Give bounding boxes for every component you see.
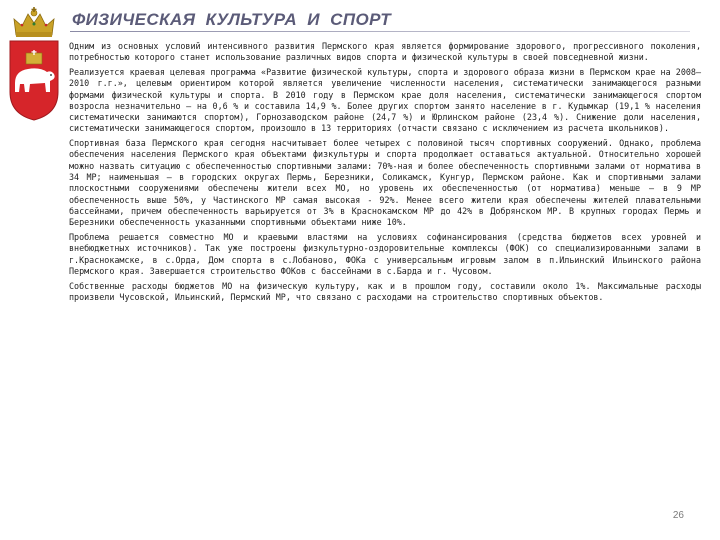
paragraph: Проблема решается совместно МО и краевыми властями на условиях софинансирования (средства бюджетов всех уровней и внебюджетных источников). Так уже построены физкультурно-оздоровительные комплексы (ФОК) со специализированными залами в г.Краснокамске, в с.Орда, Дом спорта в с.Лобаново, ФОКа с универсальным игровым залом в п.Ильинский Ильинского района Пермского края. Завершается строительство ФОКов с бассейнами в с.Барда и г. Чусовом.	[69, 231, 701, 276]
slide-title: ФИЗИЧЕСКАЯ КУЛЬТУРА И СПОРТ	[72, 10, 391, 29]
paragraph: Реализуется краевая целевая программа «Развитие физической культуры, спорта и здорового образа жизни в Пермском крае на 2008–2010 г.г.», целевым ориентиром которой является увеличение численности населения, систематически занимающегося разными формами физической культуры и спорта. В 2010 году в Пермском крае доля населения, систематически занимающегося спортом возросла незначительно – на 0,6 % и составила 14,9 %. Более других спортом занято население в г. Кудымкар (19,1 % населения систематически занимаются спортом), Горнозаводском районе (24,7 %) и Юрлинском районе (23,4 %). Снижение доли населения, систематически занимающегося спортом, произошло в 13 территориях (отчасти связано с исключением из расчета школьников).	[69, 66, 701, 134]
paragraph: Собственные расходы бюджетов МО на физическую культуру, как и в прошлом году, составили около 1%. Максимальные расходы произвели Чусовской, Ильинский, Пермский МР, что связано с расходами на строительство спортивных объектов.	[69, 280, 701, 302]
title-divider	[70, 31, 690, 32]
paragraph: Одним из основных условий интенсивного развития Пермского края является формирование здорового, прогрессивного поколения, потребностью которого станет использование различных видов спорта и физической культуры в своей повседневной жизни.	[69, 41, 701, 63]
crown-icon	[14, 7, 54, 37]
slide-body	[69, 41, 701, 306]
perm-krai-coat-of-arms-icon	[4, 6, 64, 122]
paragraph: Спортивная база Пермского края сегодня насчитывает более четырех с половиной тысяч спортивных сооружений. Однако, проблема обеспечения населения Пермского края объектами физкультуры и спорта продолжает оставаться актуальной. Относительно хорошей можно назвать ситуацию с обеспеченностью спортивными залами: 70%-ная и более обеспеченность спортивными залами от норматива в 34 МР; наименьшая – в городских округах Пермь, Березники, Соликамск, Кунгур, Пермском районе. Как и спортивными залами плоскостными сооружениями обеспечены жители всех МО, но уровень их обеспеченностью (от норматива) меньше – в 9 МР обеспеченность выше 50%, у Частинского МР самая высокая - 92%. Менее всего жители края обеспечены жителей плавательными бассейнами, причем обеспеченность варьируется от 3% в Краснокамском МР до 42% в Добрянском МР. В крупных городах Пермь и Березники обеспеченность указанными спортивными объектами ниже 10%.	[69, 138, 701, 228]
page-number: 26	[672, 510, 684, 521]
